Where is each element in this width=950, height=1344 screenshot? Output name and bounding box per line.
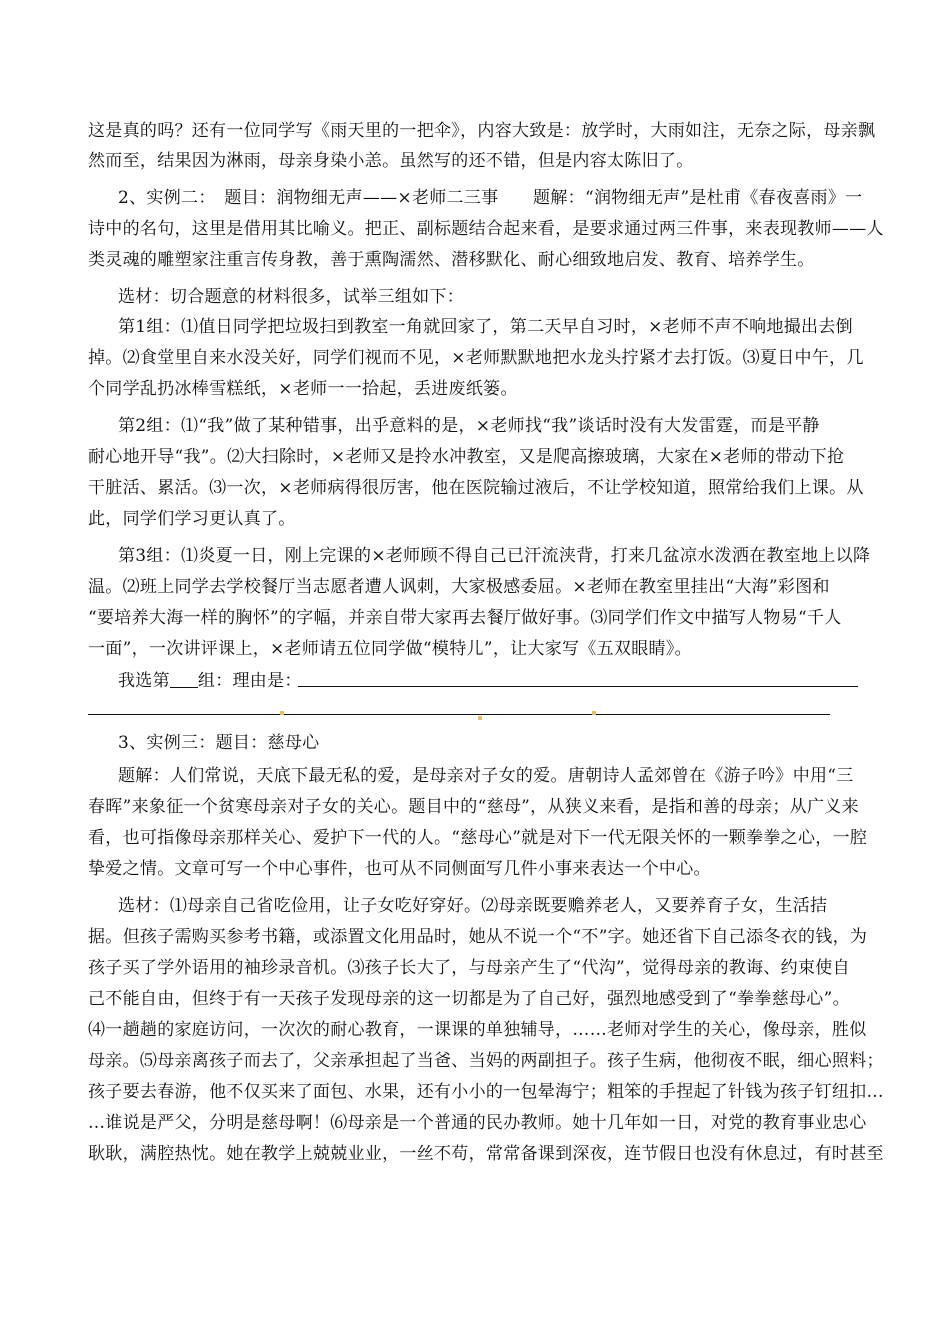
example-3-heading-line: 3、实例三：题目：慈母心 — [118, 733, 320, 753]
marker-dot — [478, 716, 482, 720]
marker-dot — [592, 711, 596, 715]
group-3-line: 第3组：⑴炎夏一日，刚上完课的×老师顾不得自己已汗流浃背，打来几盆凉水泼洒在教室地上以降 — [118, 546, 871, 566]
paragraph-line: 这是真的吗？还有一位同学写《雨天里的一把伞》，内容大致是：放学时，大雨如注，无奈之际，母亲飘 — [88, 121, 876, 141]
paragraph-line: 孩子要去春游，他不仅买来了面包、水果，还有小小的一包晕海宁；粗笨的手捏起了针钱为孩子钉纽扣… — [88, 1082, 884, 1102]
paragraph-line: 一面”，一次讲评课上，×老师请五位同学做“模特儿”，让大家写《五双眼睛》。 — [88, 639, 692, 659]
paragraph-line: 干脏活、累活。⑶一次，×老师病得很厉害，他在医院输过液后，不让学校知道，照常给我们上课。从 — [88, 478, 864, 498]
paragraph-line: 选材：切合题意的材料很多，试举三组如下： — [118, 287, 464, 307]
paragraph-line: 然而至，结果因为淋雨，母亲身染小恙。虽然写的还不错，但是内容太陈旧了。 — [88, 151, 694, 171]
paragraph-line: 己不能自由，但终于有一天孩子发现母亲的这一切都是为了自己好，强烈地感受到了“拳拳慈母心”。 — [88, 989, 850, 1009]
paragraph-line: 据。但孩子需购买参考书籍，或添置文化用品时，她从不说一个“不”字。她还省下自己添冬衣的钱，为 — [88, 927, 868, 947]
paragraph-line: 孩子买了学外语用的袖珍录音机。⑶孩子长大了，与母亲产生了“代沟”，觉得母亲的教诲、约束使自 — [88, 958, 850, 978]
paragraph-line: 耿耿，满腔热忱。她在教学上兢兢业业，一丝不苟，常常备课到深夜，连节假日也没有休息过，有时甚至 — [88, 1144, 884, 1164]
marker-dot — [280, 711, 284, 715]
paragraph-line: …谁说是严父，分明是慈母啊！⑹母亲是一个普通的民办教师。她十几年如一日，对党的教育事业忠心 — [88, 1113, 867, 1133]
fill-in-line — [118, 670, 878, 692]
answer-underline-2[interactable] — [88, 714, 830, 715]
group-number-blank[interactable] — [170, 671, 198, 688]
paragraph-line: 春晖”来象征一个贫寒母亲对子女的关心。题目中的“慈母”，从狭义来看，是指和善的母亲；从广义来 — [88, 797, 859, 817]
paragraph-line: 耐心地开导“我”。⑵大扫除时，×老师又是拎水冲教室，又是爬高擦玻璃，大家在×老师的带动下抢 — [88, 447, 845, 467]
paragraph-line: 挚爱之情。文章可写一个中心事件，也可从不同侧面写几件小事来表达一个中心。 — [88, 859, 711, 879]
group-2-line: 第2组：⑴“我”做了某种错事，出乎意料的是，×老师找“我”谈话时没有大发雷霆，而是平静 — [118, 416, 820, 436]
example-2-heading-line: 2、实例二： 题目：润物细无声——×老师二三事 题解：“润物细无声”是杜甫《春夜喜雨》一 — [118, 188, 863, 208]
group-1-line: 第1组：⑴值日同学把垃圾扫到教室一角就回家了，第二天早自习时，×老师不声不响地撮出去倒 — [118, 317, 853, 337]
paragraph-line: 此，同学们学习更认真了。 — [88, 509, 296, 529]
paragraph-line: 选材：⑴母亲自己省吃俭用，让子女吃好穿好。⑵母亲既要赡养老人，又要养育子女，生活拮 — [118, 896, 828, 916]
paragraph-line: 掉。⑵食堂里自来水没关好，同学们视而不见，×老师默默地把水龙头拧紧才去打饭。⑶夏日中午，几 — [88, 348, 864, 368]
fill-in-middle: 组：理由是： — [197, 671, 302, 691]
paragraph-line: 诗中的名句，这里是借用其比喻义。把正、副标题结合起来看，是要求通过两三件事，来表现教师——人 — [88, 219, 884, 239]
fill-in-prefix: 我选第 — [118, 671, 170, 691]
paragraph-line: 个同学乱扔冰棒雪糕纸，×老师一一拾起，丢进废纸篓。 — [88, 379, 518, 399]
paragraph-line: ⑷一趟趟的家庭访问，一次次的耐心教育，一课课的单独辅导，……老师对学生的关心，像母亲，胜似 — [88, 1020, 867, 1040]
paragraph-line: 温。⑵班上同学去学校餐厅当志愿者遭人讽刺，大家极感委屈。×老师在教室里挂出“大海”彩图和 — [88, 577, 830, 597]
answer-underline-1[interactable] — [298, 686, 858, 687]
paragraph-line: 类灵魂的雕塑家注重言传身教，善于熏陶濡然、潜移默化、耐心细致地启发、教育、培养学生。 — [88, 250, 815, 270]
paragraph-line: “要培养大海一样的胸怀”的字幅，并亲自带大家再去餐厅做好事。⑶同学们作文中描写人物易“千人 — [88, 608, 842, 628]
paragraph-line: 母亲。⑸母亲离孩子而去了，父亲承担起了当爸、当妈的两副担子。孩子生病，他彻夜不眠，细心照料； — [88, 1051, 884, 1071]
paragraph-line: 题解：人们常说，天底下最无私的爱，是母亲对子女的爱。唐朝诗人孟郊曾在《游子吟》中用“三 — [118, 766, 854, 786]
paragraph-line: 看，也可指像母亲那样关心、爱护下一代的人。“慈母心”就是对下一代无限关怀的一颗拳拳之心，一腔 — [88, 828, 868, 848]
